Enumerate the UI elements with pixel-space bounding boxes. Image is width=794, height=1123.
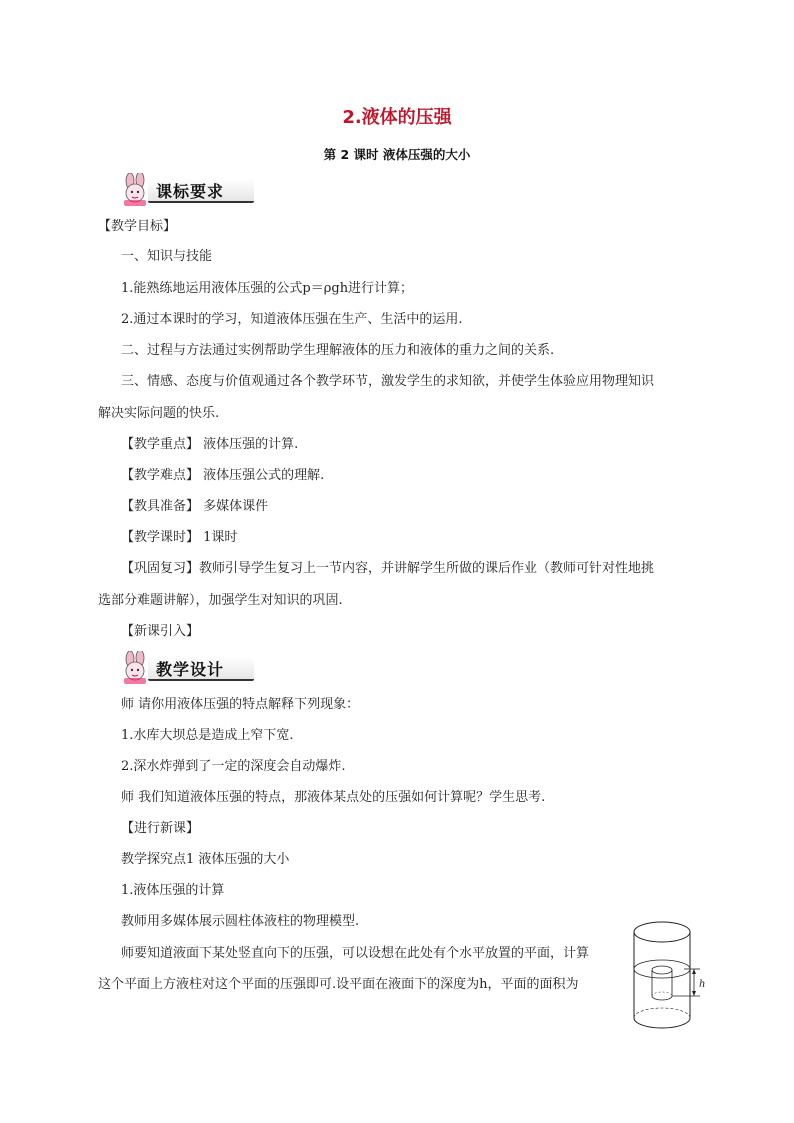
document-subtitle: 第 2 课时 液体压强的大小 — [323, 147, 471, 162]
text-line: 【教学重点】 液体压强的计算. — [121, 437, 299, 452]
text-line: 2.深水炸弹到了一定的深度会自动爆炸. — [121, 759, 346, 774]
section-label: 课标要求 — [156, 182, 225, 201]
text-line: 【巩固复习】教师引导学生复习上一节内容，并讲解学生所做的课后作业（教师可针对性地挑 — [121, 561, 655, 576]
text-line: 二、过程与方法通过实例帮助学生理解液体的压力和液体的重力之间的关系. — [121, 343, 555, 358]
document-title: 2.液体的压强 — [342, 107, 452, 128]
section-label: 教学设计 — [156, 660, 225, 679]
text-line: 【教学课时】 1课时 — [121, 530, 238, 545]
text-line: 一、知识与技能 — [121, 249, 213, 264]
text-line: 解决实际问题的快乐. — [98, 406, 220, 421]
text-line: 教学探究点1 液体压强的大小 — [121, 852, 290, 867]
cartoon-rabbit-icon — [118, 651, 158, 685]
text-line: 师要知道液面下某处竖直向下的压强，可以设想在此处有个水平放置的平面，计算 — [121, 946, 590, 961]
text-line: 教师用多媒体展示圆柱体液柱的物理模型. — [121, 914, 360, 929]
text-line: 选部分难题讲解），加强学生对知识的巩固. — [98, 593, 343, 608]
liquid-column-cylinder-figure — [626, 918, 716, 1033]
text-line: 这个平面上方液柱对这个平面的压强即可.设平面在液面下的深度为h，平面的面积为 — [98, 977, 579, 992]
text-line: 【进行新课】 — [121, 821, 200, 836]
section-header-standards — [118, 173, 248, 205]
text-line: 三、情感、态度与价值观通过各个教学环节，激发学生的求知欲，并使学生体验应用物理知识 — [121, 374, 655, 389]
cartoon-rabbit-icon — [118, 173, 158, 207]
text-line: 【教学难点】 液体压强公式的理解. — [121, 468, 325, 483]
text-line: 师 请你用液体压强的特点解释下列现象： — [121, 697, 360, 712]
text-line: 2.通过本课时的学习，知道液体压强在生产、生活中的运用. — [121, 312, 463, 327]
text-line: 1.能熟练地运用液体压强的公式p＝ρgh进行计算； — [121, 281, 414, 296]
text-line: 【教具准备】 多媒体课件 — [121, 499, 269, 514]
text-line: 师 我们知道液体压强的特点，那液体某点处的压强如何计算呢？学生思考. — [121, 790, 546, 805]
depth-label: h — [699, 979, 706, 990]
text-line: 1.液体压强的计算 — [121, 883, 225, 898]
text-line: 1.水库大坝总是造成上窄下宽. — [121, 728, 294, 743]
text-line: 【新课引入】 — [121, 624, 200, 639]
section-header-design — [118, 651, 248, 683]
text-line: 【教学目标】 — [98, 219, 177, 234]
